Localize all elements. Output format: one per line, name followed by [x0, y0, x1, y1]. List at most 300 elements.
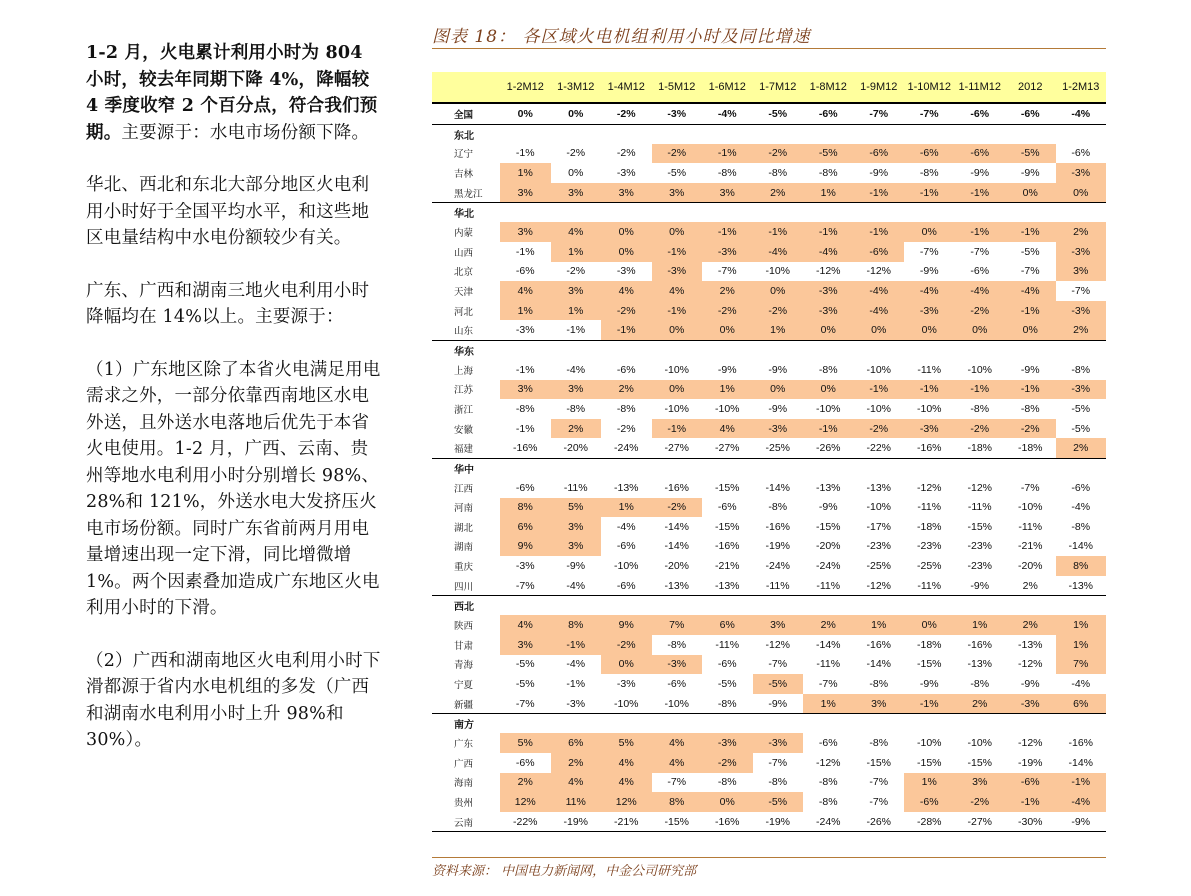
table-cell: -9%	[1020, 166, 1040, 179]
table-cell: -4%	[854, 281, 905, 301]
table-cell: -16%	[916, 442, 942, 455]
table-cell: -2%	[753, 301, 804, 321]
table-cell: -10%	[866, 501, 891, 514]
table-cell: 2%	[1056, 320, 1107, 340]
region-name: 北京	[454, 267, 474, 279]
table-cell: -5%	[1071, 422, 1091, 435]
table-cell: -23%	[967, 540, 992, 553]
table-cell: -8%	[768, 166, 788, 179]
region-name: 海南	[454, 778, 474, 790]
table-cell: -12%	[815, 756, 841, 769]
table-cell: -9%	[1020, 363, 1040, 376]
table-cell: -10%	[714, 402, 740, 415]
table-cell: 0%	[955, 320, 1006, 340]
table-cell: -23%	[967, 560, 992, 573]
table-cell: -6%	[515, 265, 535, 278]
region-name: 广西	[454, 758, 474, 770]
table-cell: -3%	[1056, 242, 1107, 262]
table-cell: -2%	[702, 301, 753, 321]
table-row	[432, 753, 1106, 773]
table-cell: -10%	[1017, 501, 1043, 514]
table-cell: -6%	[616, 363, 636, 376]
region-name: 新疆	[454, 699, 474, 711]
table-row	[432, 262, 1106, 282]
table-cell: -4%	[566, 658, 586, 671]
table-cell: 0%	[702, 792, 753, 812]
table-cell: -6%	[1071, 481, 1091, 494]
region-name: 黑龙江	[454, 188, 483, 200]
group-header-row	[432, 340, 1106, 360]
table-cell: -10%	[613, 560, 639, 573]
table-cell: -3%	[803, 281, 854, 301]
table-cell: -3%	[1056, 301, 1107, 321]
column-header: 1-2M13	[1056, 72, 1107, 103]
table-cell: -5%	[667, 166, 687, 179]
table-cell: -27%	[955, 812, 1006, 832]
table-cell: -21%	[1017, 540, 1043, 553]
table-cell: -6%	[616, 579, 636, 592]
table-cell: -9%	[1056, 812, 1107, 832]
table-cell: -4%	[904, 281, 955, 301]
table-cell: 2%	[702, 281, 753, 301]
table-cell: 0%	[904, 320, 955, 340]
table-cell: 4%	[601, 281, 652, 301]
column-header: 2012	[1005, 72, 1056, 103]
table-cell: -8%	[869, 737, 889, 750]
table-cell: -8%	[818, 363, 838, 376]
table-cell: 1%	[1056, 635, 1107, 655]
table-cell: -3%	[616, 166, 636, 179]
table-cell: 0%	[803, 320, 854, 340]
table-cell: -6%	[667, 678, 687, 691]
table-cell: 2%	[601, 380, 652, 400]
table-cell: 2%	[753, 183, 804, 203]
table-cell: 3%	[551, 281, 602, 301]
table-cell: -4%	[566, 363, 586, 376]
table-cell: -6%	[616, 540, 636, 553]
table-cell: -15%	[916, 658, 942, 671]
table-cell: -4%	[616, 520, 636, 533]
table-cell: -10%	[967, 363, 992, 376]
table-row	[432, 812, 1106, 832]
table-cell: -5%	[1071, 402, 1091, 415]
table-cell: 4%	[500, 615, 551, 635]
table-cell: -5%	[753, 674, 804, 694]
table-cell: -6%	[515, 481, 535, 494]
table-cell: -11%	[917, 579, 942, 592]
table-cell: -16%	[512, 442, 538, 455]
table-cell: -15%	[967, 756, 992, 769]
table-body	[432, 103, 1106, 832]
table-cell: -3%	[702, 733, 753, 753]
table-cell: 5%	[601, 733, 652, 753]
table-cell: -1%	[566, 678, 586, 691]
table-cell: -6%	[970, 265, 990, 278]
table-cell: 7%	[1056, 655, 1107, 675]
table-cell: -2%	[753, 144, 804, 164]
table-cell: -15%	[866, 756, 891, 769]
table-cell: 0%	[652, 380, 703, 400]
table-cell: -8%	[515, 402, 535, 415]
table-cell: -9%	[1020, 678, 1040, 691]
table-row	[432, 792, 1106, 812]
table-cell: -8%	[1020, 402, 1040, 415]
table-cell: 0%	[753, 380, 804, 400]
paragraph-4: （1）广东地区除了本省火电满足用电需求之外，一部分依靠西南地区水电外送，且外送水电落地后优先于本省火电使用。1-2 月，广西、云南、贵州等地水电利用小时分别增长 98%、28%和 121%，外送水电大发挤压火电市场份额。同时广东省前两月用电量增速出现一定下滑，同比增微增 1%。两个因素叠加造成广东地区火电利用小时的下滑。	[86, 359, 381, 618]
source-note: 资料来源： 中国电力新闻网，中金公司研究部	[432, 857, 1106, 879]
table-cell: -18%	[916, 520, 942, 533]
table-cell: -1%	[904, 694, 955, 714]
header-row	[432, 72, 1106, 103]
table-cell: 1%	[551, 301, 602, 321]
commentary-text	[86, 40, 386, 780]
table-cell: -17%	[866, 520, 891, 533]
column-header: 1-2M12	[500, 72, 551, 103]
table-cell: -10%	[664, 363, 689, 376]
table-cell: 11%	[551, 792, 602, 812]
table-cell: 2%	[500, 773, 551, 793]
table-cell: -6%	[904, 144, 955, 164]
table-cell: -16%	[714, 540, 740, 553]
table-cell: -7%	[717, 265, 737, 278]
table-cell: -7%	[869, 796, 889, 809]
table-cell: -28%	[904, 812, 955, 832]
table-cell: 3%	[601, 183, 652, 203]
paragraph-1-bold: 1-2 月，火电累计利用小时为 804 小时，较去年同期下降 4%，降幅较 4 季度收窄 2 个百分点，符合我们预期。	[86, 43, 378, 143]
table-cell: -20%	[1017, 560, 1043, 573]
table-cell: 1%	[702, 380, 753, 400]
table-cell: -1%	[652, 419, 703, 439]
table-cell: -26%	[854, 812, 905, 832]
table-cell: -2%	[652, 144, 703, 164]
region-name: 贵州	[454, 798, 474, 810]
table-cell: -24%	[613, 442, 639, 455]
group-header-row	[432, 458, 1106, 478]
table-cell: -24%	[765, 560, 790, 573]
table-cell: -10%	[815, 402, 841, 415]
table-cell: -13%	[613, 481, 639, 494]
group-name: 东北	[432, 124, 1106, 144]
table-cell: -14%	[765, 481, 790, 494]
table-cell: -14%	[664, 520, 689, 533]
table-cell: -2%	[652, 498, 703, 518]
region-name: 内蒙	[454, 228, 474, 240]
table-cell: -9%	[566, 560, 586, 573]
table-cell: 4%	[652, 753, 703, 773]
table-cell: -8%	[869, 678, 889, 691]
table-cell: 0%	[601, 655, 652, 675]
region-name: 四川	[454, 581, 474, 593]
table-row	[432, 242, 1106, 262]
table-cell: 12%	[601, 792, 652, 812]
table-cell: 1%	[500, 163, 551, 183]
table-cell: -1%	[1005, 222, 1056, 242]
table-cell: 0%	[803, 380, 854, 400]
table-cell: -11%	[816, 658, 841, 671]
group-header-row	[432, 203, 1106, 223]
table-cell: 0%	[1005, 320, 1056, 340]
table-cell: 0%	[551, 103, 602, 124]
region-name: 山东	[454, 326, 474, 338]
table-row	[432, 301, 1106, 321]
table-cell: 8%	[652, 792, 703, 812]
table-cell: -22%	[500, 812, 551, 832]
table-row	[432, 773, 1106, 793]
table-cell: -8%	[1071, 520, 1091, 533]
table-cell: -3%	[1005, 694, 1056, 714]
table-cell: 2%	[1022, 579, 1038, 592]
table-cell: -10%	[765, 265, 790, 278]
table-cell: -2%	[616, 147, 636, 160]
table-cell: 0%	[1056, 183, 1107, 203]
table-cell: 0%	[854, 320, 905, 340]
table-cell: -1%	[702, 144, 753, 164]
table-cell: -22%	[866, 442, 891, 455]
utilization-table	[432, 72, 1106, 832]
table-cell: -16%	[702, 812, 753, 832]
table-cell: 4%	[652, 733, 703, 753]
table-row	[432, 438, 1106, 458]
group-name: 西北	[432, 596, 1106, 616]
table-row	[432, 399, 1106, 419]
table-cell: 3%	[500, 380, 551, 400]
table-cell: -13%	[866, 481, 891, 494]
table-cell: -7%	[768, 658, 788, 671]
table-cell: 2%	[1056, 438, 1107, 458]
table-cell: -3%	[1056, 380, 1107, 400]
group-header-row	[432, 124, 1106, 144]
group-name: 华北	[432, 203, 1106, 223]
table-cell: -10%	[664, 402, 689, 415]
table-cell: -2%	[601, 635, 652, 655]
region-name: 河北	[454, 306, 474, 318]
table-cell: -4%	[955, 281, 1006, 301]
table-cell: -7%	[768, 756, 788, 769]
table-cell: -23%	[866, 540, 891, 553]
region-name: 宁夏	[454, 680, 474, 692]
table-cell: -5%	[803, 144, 854, 164]
paragraph-3: 广东、广西和湖南三地火电利用小时降幅均在 14%以上。主要源于：	[86, 280, 370, 327]
table-cell: -3%	[515, 324, 535, 337]
table-cell: -12%	[1017, 658, 1043, 671]
table-cell: -1%	[515, 363, 535, 376]
table-cell: -3%	[652, 262, 703, 282]
region-name: 甘肃	[454, 640, 474, 652]
table-cell: -8%	[818, 796, 838, 809]
table-cell: -4%	[854, 301, 905, 321]
table-cell: -11%	[563, 481, 588, 494]
table-cell: -1%	[652, 301, 703, 321]
region-name: 辽宁	[454, 149, 474, 161]
table-cell: -3%	[904, 419, 955, 439]
region-name: 江西	[454, 483, 474, 495]
table-cell: -3%	[702, 242, 753, 262]
group-header-row	[432, 714, 1106, 734]
table-cell: -8%	[818, 776, 838, 789]
table-cell: -7%	[818, 678, 838, 691]
table-cell: -2%	[616, 422, 636, 435]
table-cell: 2%	[803, 615, 854, 635]
table-cell: -3%	[515, 560, 535, 573]
table-cell: -1%	[515, 147, 535, 160]
table-cell: -11%	[1018, 520, 1043, 533]
table-row	[432, 556, 1106, 576]
table-cell: -19%	[551, 812, 602, 832]
table-cell: 3%	[955, 773, 1006, 793]
table-cell: -9%	[970, 579, 990, 592]
table-cell: 4%	[551, 222, 602, 242]
table-cell: -30%	[1005, 812, 1056, 832]
table-cell: -3%	[566, 697, 586, 710]
table-cell: -10%	[967, 737, 992, 750]
table-cell: -9%	[768, 697, 788, 710]
table-cell: -20%	[815, 540, 841, 553]
table-cell: 2%	[1005, 615, 1056, 635]
table-cell: -2%	[955, 792, 1006, 812]
table-cell: -8%	[919, 166, 939, 179]
table-row	[432, 537, 1106, 557]
table-cell: 3%	[551, 380, 602, 400]
table-row	[432, 694, 1106, 714]
group-name: 南方	[432, 714, 1106, 734]
table-cell: -9%	[768, 402, 788, 415]
table-cell: -2%	[601, 301, 652, 321]
table-cell: -2%	[566, 265, 586, 278]
table-cell: -15%	[916, 756, 942, 769]
table-cell: -3%	[753, 733, 804, 753]
table-row	[432, 144, 1106, 164]
table-cell: -25%	[866, 560, 891, 573]
region-name: 广东	[454, 739, 474, 751]
table-cell: 4%	[702, 419, 753, 439]
region-name: 河南	[454, 503, 474, 515]
table-cell: 0%	[904, 615, 955, 635]
table-cell: -1%	[551, 635, 602, 655]
table-cell: -19%	[765, 540, 790, 553]
table-cell: -1%	[1005, 301, 1056, 321]
table-cell: 8%	[500, 498, 551, 518]
table-cell: 6%	[702, 615, 753, 635]
table-cell: 1%	[551, 242, 602, 262]
table-cell: 3%	[854, 694, 905, 714]
table-cell: -2%	[1005, 419, 1056, 439]
table-cell: 3%	[551, 517, 602, 537]
region-name: 安徽	[454, 424, 474, 436]
table-cell: 2%	[551, 419, 602, 439]
table-cell: -8%	[818, 166, 838, 179]
column-header: 1-3M12	[551, 72, 602, 103]
table-cell: -1%	[854, 380, 905, 400]
table-cell: -4%	[1071, 501, 1091, 514]
table-cell: -12%	[765, 638, 790, 651]
table-cell: -1%	[803, 222, 854, 242]
paragraph-2: 华北、西北和东北大部分地区火电利用小时好于全国平均水平，和这些地区电量结构中水电份额较少有关。	[86, 175, 370, 248]
table-cell: -7%	[515, 579, 535, 592]
table-cell: -15%	[714, 520, 740, 533]
table-cell: -3%	[616, 265, 636, 278]
table-cell: -16%	[866, 638, 891, 651]
table-cell: -23%	[916, 540, 942, 553]
table-cell: -10%	[916, 737, 942, 750]
table-cell: 1%	[803, 183, 854, 203]
table-row	[432, 163, 1106, 183]
table-cell: 3%	[652, 183, 703, 203]
table-cell: -19%	[1017, 756, 1043, 769]
table-cell: -8%	[616, 402, 636, 415]
paragraph-1	[86, 40, 386, 146]
table-cell: -9%	[768, 363, 788, 376]
table-cell: -25%	[765, 442, 790, 455]
table-row	[432, 478, 1106, 498]
table-cell: -9%	[919, 678, 939, 691]
paragraph-5: （2）广西和湖南地区火电利用小时下滑都源于省内水电机组的多发（广西和湖南水电利用小时上升 98%和 30%）。	[86, 650, 381, 750]
table-cell: -7%	[869, 776, 889, 789]
table-cell: -19%	[753, 812, 804, 832]
table-cell: 1%	[955, 615, 1006, 635]
table-cell: -27%	[714, 442, 740, 455]
table-cell: -5%	[753, 792, 804, 812]
table-row	[432, 635, 1106, 655]
table-row	[432, 655, 1106, 675]
table-cell: 0%	[500, 103, 551, 124]
table-cell: -1%	[1005, 380, 1056, 400]
table-cell: 2%	[955, 694, 1006, 714]
table-row	[432, 103, 1106, 124]
table-cell: -6%	[717, 658, 737, 671]
table-row	[432, 281, 1106, 301]
table-cell: -1%	[702, 222, 753, 242]
region-name: 吉林	[454, 168, 474, 180]
table-cell: -7%	[970, 245, 990, 258]
table-cell: 0%	[652, 320, 703, 340]
table-cell: -25%	[916, 560, 942, 573]
table-cell: -12%	[866, 265, 891, 278]
table-cell: -4%	[753, 242, 804, 262]
table-cell: -26%	[815, 442, 841, 455]
column-header: 1-7M12	[753, 72, 804, 103]
table-cell: -5%	[1005, 144, 1056, 164]
region-name: 湖北	[454, 522, 474, 534]
table-cell: 1%	[1056, 615, 1107, 635]
table-cell: 0%	[601, 222, 652, 242]
table-cell: -13%	[967, 658, 992, 671]
table-cell: -7%	[904, 103, 955, 124]
table-cell: -7%	[1020, 481, 1040, 494]
table-row	[432, 576, 1106, 596]
table-cell: -1%	[566, 324, 586, 337]
table-cell: 6%	[551, 733, 602, 753]
table-cell: 3%	[753, 615, 804, 635]
table-cell: -8%	[717, 776, 737, 789]
column-header: 1-8M12	[803, 72, 854, 103]
table-cell: -1%	[515, 422, 535, 435]
region-name: 天津	[454, 286, 474, 298]
paragraph-1-rest: 主要源于：水电市场份额下降。	[121, 122, 370, 143]
table-row	[432, 498, 1106, 518]
table-cell: -6%	[515, 756, 535, 769]
table-cell: -8%	[768, 501, 788, 514]
table-cell: -15%	[652, 812, 703, 832]
table-cell: 1%	[500, 301, 551, 321]
table-cell: -8%	[768, 776, 788, 789]
table-cell: 3%	[500, 222, 551, 242]
table-cell: -2%	[854, 419, 905, 439]
table-cell: -12%	[967, 481, 992, 494]
table-cell: -6%	[955, 103, 1006, 124]
region-name: 青海	[454, 660, 474, 672]
table-cell: -13%	[1068, 579, 1093, 592]
table-cell: 0%	[652, 222, 703, 242]
